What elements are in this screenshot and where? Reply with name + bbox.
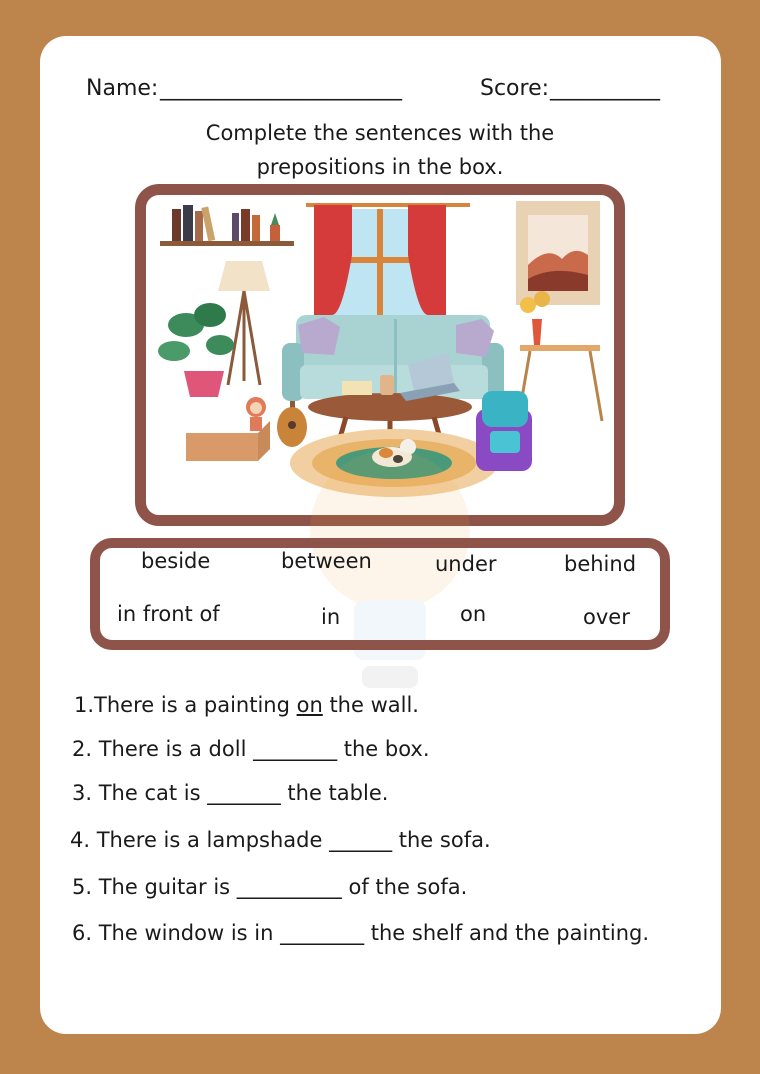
- word-behind: behind: [564, 552, 637, 576]
- sentence-text: the wall.: [322, 693, 419, 717]
- sentence-text: There is a painting: [94, 693, 297, 717]
- sentence-text[interactable]: There is a doll ________ the box.: [98, 737, 430, 761]
- score-label: Score:: [480, 76, 550, 101]
- sentence-number: 1.: [74, 693, 95, 717]
- bookshelf-icon: [160, 205, 294, 246]
- sentence-4[interactable]: [70, 828, 491, 852]
- word-in-front-of: in front of: [117, 602, 220, 626]
- instruction-line-2: prepositions in the box.: [256, 155, 504, 179]
- sentence-6[interactable]: [72, 921, 649, 945]
- sentence-text[interactable]: The window is in ________ the shelf and the painting.: [98, 921, 650, 945]
- word-between: between: [281, 549, 372, 573]
- answer-example: on: [296, 693, 323, 717]
- name-label: Name:: [86, 76, 159, 101]
- word-in: in: [321, 605, 341, 629]
- plant-icon: [158, 303, 234, 397]
- sentence-number: 2.: [72, 737, 93, 761]
- sentence-text[interactable]: The guitar is __________ of the sofa.: [98, 875, 468, 899]
- score-field[interactable]: __________: [550, 76, 660, 101]
- painting-icon: [516, 201, 600, 305]
- sentence-5[interactable]: [72, 875, 467, 899]
- sentence-number: 3.: [72, 781, 93, 805]
- sentence-1: [74, 693, 419, 717]
- word-under: under: [435, 552, 497, 576]
- sentence-text[interactable]: The cat is _______ the table.: [98, 781, 389, 805]
- name-field[interactable]: ______________________: [160, 76, 402, 101]
- side-table-icon: [518, 291, 602, 421]
- lamp-icon: [218, 261, 270, 385]
- sentence-2[interactable]: [72, 737, 430, 761]
- sentence-number: 4.: [70, 828, 91, 852]
- word-over: over: [583, 605, 630, 629]
- doll-icon: [246, 397, 266, 431]
- sentence-text[interactable]: There is a lampshade ______ the sofa.: [96, 828, 491, 852]
- sentence-3[interactable]: [72, 781, 388, 805]
- word-beside: beside: [141, 549, 211, 573]
- instruction-line-1: Complete the sentences with the: [205, 121, 555, 145]
- instructions: [0, 116, 760, 184]
- word-on: on: [460, 602, 487, 626]
- sentence-number: 5.: [72, 875, 93, 899]
- sentence-number: 6.: [72, 921, 93, 945]
